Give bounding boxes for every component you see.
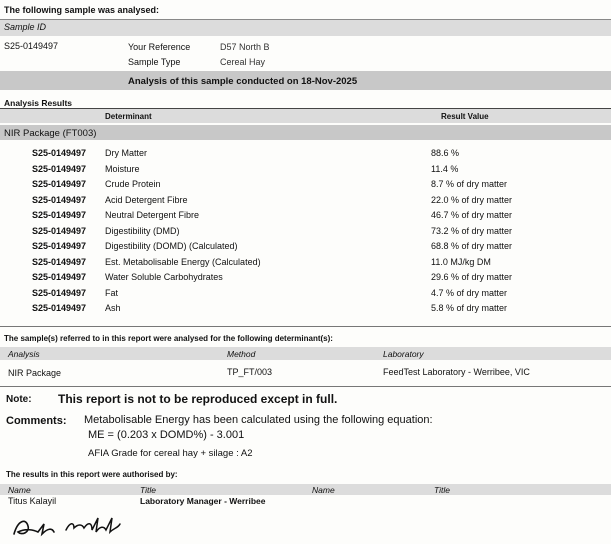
row-determinant: Crude Protein xyxy=(105,179,161,189)
table-row xyxy=(0,303,611,318)
row-result-value: 4.7 % of dry matter xyxy=(431,287,508,298)
analysis-date-text: Analysis of this sample conducted on 18-Nov-2025 xyxy=(128,76,358,87)
row-sample-id: S25-0149497 xyxy=(32,225,87,236)
note-label: Note: xyxy=(6,394,32,405)
sample-type-label: Sample Type xyxy=(128,57,181,67)
results-header-band xyxy=(0,109,611,123)
authoriser-name: Titus Kalayil xyxy=(8,496,57,506)
sample-type-value: Cereal Hay xyxy=(220,57,266,67)
row-determinant: Fat xyxy=(105,287,119,298)
row-result-value: 46.7 % of dry matter xyxy=(431,210,513,220)
results-section-title: Analysis Results xyxy=(4,98,73,108)
table-row xyxy=(0,272,611,287)
col-analysis-header: Analysis xyxy=(8,349,40,359)
row-sample-id: S25-0149497 xyxy=(32,272,87,282)
row-sample-id: S25-0149497 xyxy=(32,287,87,298)
your-reference-label: Your Reference xyxy=(128,42,191,52)
col-name-header-2: Name xyxy=(312,485,335,495)
col-result-header: Result Value xyxy=(441,112,489,121)
row-result-value: 29.6 % of dry matter xyxy=(431,272,513,282)
table-row xyxy=(0,148,611,163)
col-determinant-header: Determinant xyxy=(105,112,152,121)
row-sample-id: S25-0149497 xyxy=(32,163,87,174)
row-sample-id: S25-0149497 xyxy=(32,194,87,205)
comments-grade: AFIA Grade for cereal hay + silage : A2 xyxy=(88,448,253,459)
row-sample-id: S25-0149497 xyxy=(32,210,87,220)
col-title-header: Title xyxy=(140,485,156,495)
row-sample-id: S25-0149497 xyxy=(32,303,87,313)
row-determinant: Ash xyxy=(105,303,121,313)
row-result-value: 8.7 % of dry matter xyxy=(431,179,508,189)
table-row xyxy=(0,257,611,272)
table-row xyxy=(0,241,611,256)
comments-label: Comments: xyxy=(6,415,67,427)
table-row xyxy=(0,288,611,303)
row-result-value: 5.8 % of dry matter xyxy=(431,303,508,313)
sample-id-value: S25-0149497 xyxy=(4,41,59,51)
divider xyxy=(0,326,611,327)
col-method-header: Method xyxy=(227,349,256,359)
divider xyxy=(0,19,611,20)
row-result-value: 68.8 % of dry matter xyxy=(431,241,513,251)
your-reference-value: D57 North B xyxy=(220,42,270,52)
row-result-value: 22.0 % of dry matter xyxy=(431,194,513,205)
package-name: NIR Package (FT003) xyxy=(4,128,97,139)
row-sample-id: S25-0149497 xyxy=(32,179,87,189)
row-determinant: Est. Metabolisable Energy (Calculated) xyxy=(105,256,261,267)
row-sample-id: S25-0149497 xyxy=(32,241,87,251)
col-title-header-2: Title xyxy=(434,485,450,495)
methods-intro: The sample(s) referred to in this report were analysed for the following determinant(s): xyxy=(4,334,333,343)
table-row xyxy=(0,210,611,225)
divider xyxy=(0,386,611,387)
row-determinant: Digestibility (DMD) xyxy=(105,225,180,236)
table-row xyxy=(0,195,611,210)
row-determinant: Dry Matter xyxy=(105,148,148,158)
table-row xyxy=(0,164,611,179)
row-result-value: 73.2 % of dry matter xyxy=(431,225,513,236)
method-analysis-value: NIR Package xyxy=(8,368,62,378)
table-row xyxy=(0,179,611,194)
row-determinant: Moisture xyxy=(105,163,140,174)
comments-line-1: Metabolisable Energy has been calculated using the following equation: xyxy=(84,414,433,426)
row-result-value: 88.6 % xyxy=(431,148,460,158)
comments-equation: ME = (0.203 x DOMD%) - 3.001 xyxy=(88,429,245,441)
row-determinant: Water Soluble Carbohydrates xyxy=(105,272,223,282)
row-sample-id: S25-0149497 xyxy=(32,256,87,267)
sample-id-band xyxy=(0,19,611,36)
note-text: This report is not to be reproduced except in full. xyxy=(58,392,338,406)
table-row xyxy=(0,226,611,241)
laboratory-value: FeedTest Laboratory - Werribee, VIC xyxy=(383,367,530,377)
authorisation-intro: The results in this report were authorised by: xyxy=(6,470,178,479)
authoriser-title: Laboratory Manager - Werribee xyxy=(140,496,266,506)
row-determinant: Acid Detergent Fibre xyxy=(105,194,188,205)
sample-id-label: Sample ID xyxy=(4,22,47,32)
row-result-value: 11.4 % xyxy=(431,163,459,174)
row-determinant: Neutral Detergent Fibre xyxy=(105,210,200,220)
authorisation-header-band xyxy=(0,484,611,495)
col-laboratory-header: Laboratory xyxy=(383,349,424,359)
header-title: The following sample was analysed: xyxy=(4,5,160,15)
method-value: TP_FT/003 xyxy=(227,367,273,377)
signature-image xyxy=(8,510,138,542)
col-name-header: Name xyxy=(8,485,31,495)
row-determinant: Digestibility (DOMD) (Calculated) xyxy=(105,241,238,251)
row-sample-id: S25-0149497 xyxy=(32,148,87,158)
methods-header-band xyxy=(0,347,611,360)
row-result-value: 11.0 MJ/kg DM xyxy=(431,256,491,267)
